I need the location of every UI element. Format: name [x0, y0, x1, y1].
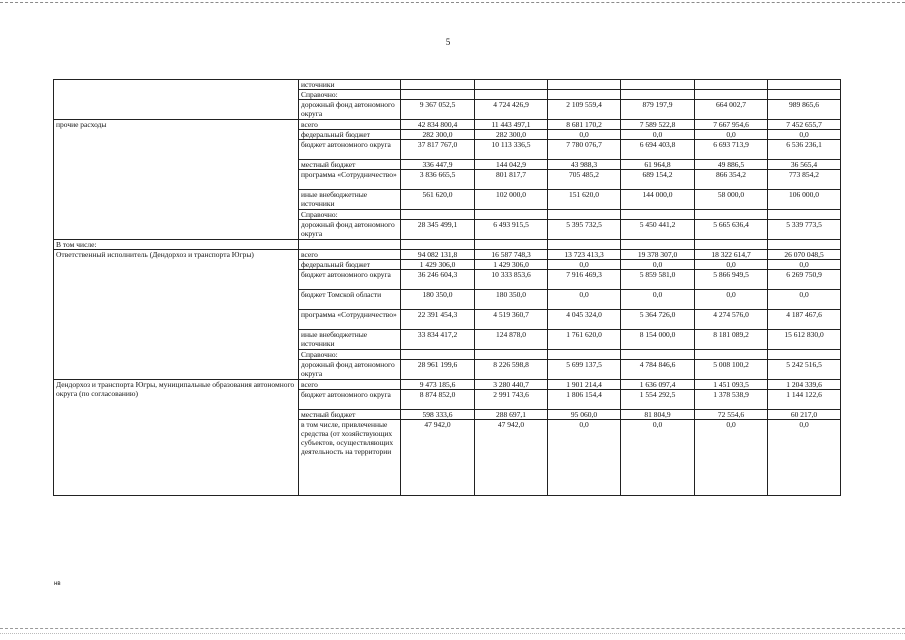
- amount-cell: [401, 210, 475, 220]
- amount-cell: [695, 240, 768, 250]
- amount-cell: 61 964,8: [621, 160, 695, 170]
- funding-source: Справочно:: [299, 90, 401, 100]
- amount-cell: [695, 210, 768, 220]
- amount-cell: 7 589 522,8: [621, 120, 695, 130]
- amount-cell: 705 485,2: [548, 170, 621, 190]
- amount-cell: 81 804,9: [621, 410, 695, 420]
- footer-mark: нв: [54, 581, 61, 587]
- amount-cell: 4 724 426,9: [475, 100, 548, 120]
- amount-cell: 2 109 559,4: [548, 100, 621, 120]
- amount-cell: 1 554 292,5: [621, 390, 695, 410]
- amount-cell: 5 364 726,0: [621, 310, 695, 330]
- funding-source: иные внебюджетные источники: [299, 190, 401, 210]
- amount-cell: [548, 240, 621, 250]
- amount-cell: [475, 80, 548, 90]
- funding-source: бюджет Томской области: [299, 290, 401, 310]
- amount-cell: [475, 350, 548, 360]
- amount-cell: 1 636 097,4: [621, 380, 695, 390]
- amount-cell: 0,0: [768, 260, 841, 270]
- amount-cell: 180 350,0: [475, 290, 548, 310]
- amount-cell: [768, 240, 841, 250]
- amount-cell: 0,0: [548, 290, 621, 310]
- amount-cell: 0,0: [768, 420, 841, 496]
- amount-cell: 1 451 093,5: [695, 380, 768, 390]
- funding-source: программа «Сотрудничество»: [299, 310, 401, 330]
- amount-cell: 0,0: [548, 420, 621, 496]
- amount-cell: 18 322 614,7: [695, 250, 768, 260]
- funding-source: программа «Сотрудничество»: [299, 170, 401, 190]
- funding-source: дорожный фонд автономного округа: [299, 220, 401, 240]
- amount-cell: [621, 350, 695, 360]
- amount-cell: 6 693 713,9: [695, 140, 768, 160]
- amount-cell: 8 154 000,0: [621, 330, 695, 350]
- amount-cell: 10 113 336,5: [475, 140, 548, 160]
- amount-cell: 60 217,0: [768, 410, 841, 420]
- amount-cell: [768, 350, 841, 360]
- amount-cell: 773 854,2: [768, 170, 841, 190]
- amount-cell: 0,0: [548, 260, 621, 270]
- funding-source: федеральный бюджет: [299, 130, 401, 140]
- amount-cell: 5 008 100,2: [695, 360, 768, 380]
- amount-cell: 11 443 497,1: [475, 120, 548, 130]
- row-group-name: Дендорхоз и транспорта Югры, муниципальные образования автономного округа (по согласованию): [54, 380, 299, 496]
- amount-cell: 47 942,0: [401, 420, 475, 496]
- amount-cell: 37 817 767,0: [401, 140, 475, 160]
- amount-cell: 336 447,9: [401, 160, 475, 170]
- amount-cell: 689 154,2: [621, 170, 695, 190]
- amount-cell: 4 045 324,0: [548, 310, 621, 330]
- amount-cell: 1 429 306,0: [475, 260, 548, 270]
- amount-cell: 1 204 339,6: [768, 380, 841, 390]
- amount-cell: 102 000,0: [475, 190, 548, 210]
- amount-cell: [401, 240, 475, 250]
- amount-cell: 180 350,0: [401, 290, 475, 310]
- amount-cell: 106 000,0: [768, 190, 841, 210]
- amount-cell: 1 806 154,4: [548, 390, 621, 410]
- amount-cell: 5 339 773,5: [768, 220, 841, 240]
- amount-cell: 8 226 598,8: [475, 360, 548, 380]
- amount-cell: [548, 350, 621, 360]
- funding-source: Справочно:: [299, 210, 401, 220]
- amount-cell: [621, 90, 695, 100]
- amount-cell: 288 697,1: [475, 410, 548, 420]
- amount-cell: 1 144 122,6: [768, 390, 841, 410]
- amount-cell: 15 612 830,0: [768, 330, 841, 350]
- amount-cell: 8 181 089,2: [695, 330, 768, 350]
- funding-source: местный бюджет: [299, 160, 401, 170]
- amount-cell: [768, 80, 841, 90]
- funding-source: бюджет автономного округа: [299, 390, 401, 410]
- amount-cell: 58 000,0: [695, 190, 768, 210]
- amount-cell: 866 354,2: [695, 170, 768, 190]
- amount-cell: 282 300,0: [401, 130, 475, 140]
- amount-cell: 22 391 454,3: [401, 310, 475, 330]
- funding-source: федеральный бюджет: [299, 260, 401, 270]
- amount-cell: 5 859 581,0: [621, 270, 695, 290]
- amount-cell: 1 761 620,0: [548, 330, 621, 350]
- amount-cell: 47 942,0: [475, 420, 548, 496]
- amount-cell: 144 042,9: [475, 160, 548, 170]
- funding-source: местный бюджет: [299, 410, 401, 420]
- amount-cell: 8 874 852,0: [401, 390, 475, 410]
- amount-cell: 49 886,5: [695, 160, 768, 170]
- row-group-name: прочие расходы: [54, 120, 299, 240]
- amount-cell: 7 780 076,7: [548, 140, 621, 160]
- row-group-name: [54, 80, 299, 120]
- amount-cell: 7 667 954,6: [695, 120, 768, 130]
- scan-edge-top: [0, 2, 905, 5]
- funding-source: источники: [299, 80, 401, 90]
- amount-cell: 10 333 853,6: [475, 270, 548, 290]
- amount-cell: 7 452 655,7: [768, 120, 841, 130]
- amount-cell: [401, 350, 475, 360]
- amount-cell: 94 082 131,8: [401, 250, 475, 260]
- amount-cell: 13 723 413,3: [548, 250, 621, 260]
- amount-cell: [768, 210, 841, 220]
- amount-cell: 42 834 800,4: [401, 120, 475, 130]
- amount-cell: 5 866 949,5: [695, 270, 768, 290]
- amount-cell: [621, 80, 695, 90]
- amount-cell: 144 000,0: [621, 190, 695, 210]
- funding-source: иные внебюджетные источники: [299, 330, 401, 350]
- amount-cell: 1 901 214,4: [548, 380, 621, 390]
- amount-cell: [621, 210, 695, 220]
- amount-cell: [475, 240, 548, 250]
- amount-cell: 6 536 236,1: [768, 140, 841, 160]
- amount-cell: 36 565,4: [768, 160, 841, 170]
- amount-cell: 5 242 516,5: [768, 360, 841, 380]
- amount-cell: 6 493 915,5: [475, 220, 548, 240]
- amount-cell: 282 300,0: [475, 130, 548, 140]
- amount-cell: 1 429 306,0: [401, 260, 475, 270]
- amount-cell: 5 395 732,5: [548, 220, 621, 240]
- budget-table: [53, 79, 841, 496]
- amount-cell: 43 988,3: [548, 160, 621, 170]
- budget-table-body: [54, 80, 841, 496]
- amount-cell: [621, 240, 695, 250]
- amount-cell: 9 473 185,6: [401, 380, 475, 390]
- table-row: [54, 250, 841, 260]
- funding-source: дорожный фонд автономного округа: [299, 360, 401, 380]
- table-row: [54, 80, 841, 90]
- amount-cell: 989 865,6: [768, 100, 841, 120]
- funding-source: дорожный фонд автономного округа: [299, 100, 401, 120]
- amount-cell: 9 367 052,5: [401, 100, 475, 120]
- amount-cell: [695, 350, 768, 360]
- amount-cell: 0,0: [768, 130, 841, 140]
- row-group-name: В том числе:: [54, 240, 299, 250]
- amount-cell: 2 991 743,6: [475, 390, 548, 410]
- amount-cell: 801 817,7: [475, 170, 548, 190]
- amount-cell: 0,0: [621, 290, 695, 310]
- amount-cell: [695, 80, 768, 90]
- amount-cell: 28 961 199,6: [401, 360, 475, 380]
- amount-cell: 4 187 467,6: [768, 310, 841, 330]
- funding-source: [299, 240, 401, 250]
- amount-cell: [401, 80, 475, 90]
- amount-cell: 95 060,0: [548, 410, 621, 420]
- amount-cell: 4 519 360,7: [475, 310, 548, 330]
- amount-cell: [768, 90, 841, 100]
- amount-cell: [548, 210, 621, 220]
- amount-cell: 0,0: [768, 290, 841, 310]
- amount-cell: 4 784 846,6: [621, 360, 695, 380]
- amount-cell: 28 345 499,1: [401, 220, 475, 240]
- amount-cell: 0,0: [695, 260, 768, 270]
- table-row: [54, 380, 841, 390]
- row-group-name: Ответственный исполнитель (Дендорхоз и транспорта Югры): [54, 250, 299, 380]
- amount-cell: 0,0: [621, 260, 695, 270]
- funding-source: бюджет автономного округа: [299, 270, 401, 290]
- scan-edge-bottom: [0, 628, 905, 634]
- page-number: 5: [445, 37, 451, 47]
- amount-cell: 561 620,0: [401, 190, 475, 210]
- funding-source: всего: [299, 380, 401, 390]
- funding-source: всего: [299, 120, 401, 130]
- amount-cell: 72 554,6: [695, 410, 768, 420]
- amount-cell: 26 070 048,5: [768, 250, 841, 260]
- amount-cell: [475, 90, 548, 100]
- amount-cell: 16 587 748,3: [475, 250, 548, 260]
- amount-cell: 3 280 440,7: [475, 380, 548, 390]
- amount-cell: 33 834 417,2: [401, 330, 475, 350]
- amount-cell: 6 694 403,8: [621, 140, 695, 160]
- amount-cell: 598 333,6: [401, 410, 475, 420]
- amount-cell: 124 878,0: [475, 330, 548, 350]
- amount-cell: 6 269 750,9: [768, 270, 841, 290]
- amount-cell: 36 246 604,3: [401, 270, 475, 290]
- funding-source: в том числе, привлеченные средства (от хозяйствующих субъектов, осуществляющих деятельность на территории: [299, 420, 401, 496]
- amount-cell: 5 450 441,2: [621, 220, 695, 240]
- funding-source: бюджет автономного округа: [299, 140, 401, 160]
- amount-cell: 7 916 469,3: [548, 270, 621, 290]
- amount-cell: 0,0: [548, 130, 621, 140]
- table-row: [54, 120, 841, 130]
- amount-cell: 151 620,0: [548, 190, 621, 210]
- amount-cell: [548, 80, 621, 90]
- amount-cell: [401, 90, 475, 100]
- amount-cell: 5 665 636,4: [695, 220, 768, 240]
- funding-source: Справочно:: [299, 350, 401, 360]
- amount-cell: 664 002,7: [695, 100, 768, 120]
- amount-cell: 5 699 137,5: [548, 360, 621, 380]
- amount-cell: [475, 210, 548, 220]
- amount-cell: [695, 90, 768, 100]
- amount-cell: 8 681 170,2: [548, 120, 621, 130]
- amount-cell: 0,0: [695, 290, 768, 310]
- amount-cell: 0,0: [621, 130, 695, 140]
- amount-cell: 0,0: [695, 420, 768, 496]
- amount-cell: 0,0: [621, 420, 695, 496]
- funding-source: всего: [299, 250, 401, 260]
- amount-cell: 4 274 576,0: [695, 310, 768, 330]
- amount-cell: 3 836 665,5: [401, 170, 475, 190]
- table-row: [54, 240, 841, 250]
- amount-cell: 1 378 538,9: [695, 390, 768, 410]
- amount-cell: 879 197,9: [621, 100, 695, 120]
- amount-cell: 19 378 307,0: [621, 250, 695, 260]
- amount-cell: 0,0: [695, 130, 768, 140]
- amount-cell: [548, 90, 621, 100]
